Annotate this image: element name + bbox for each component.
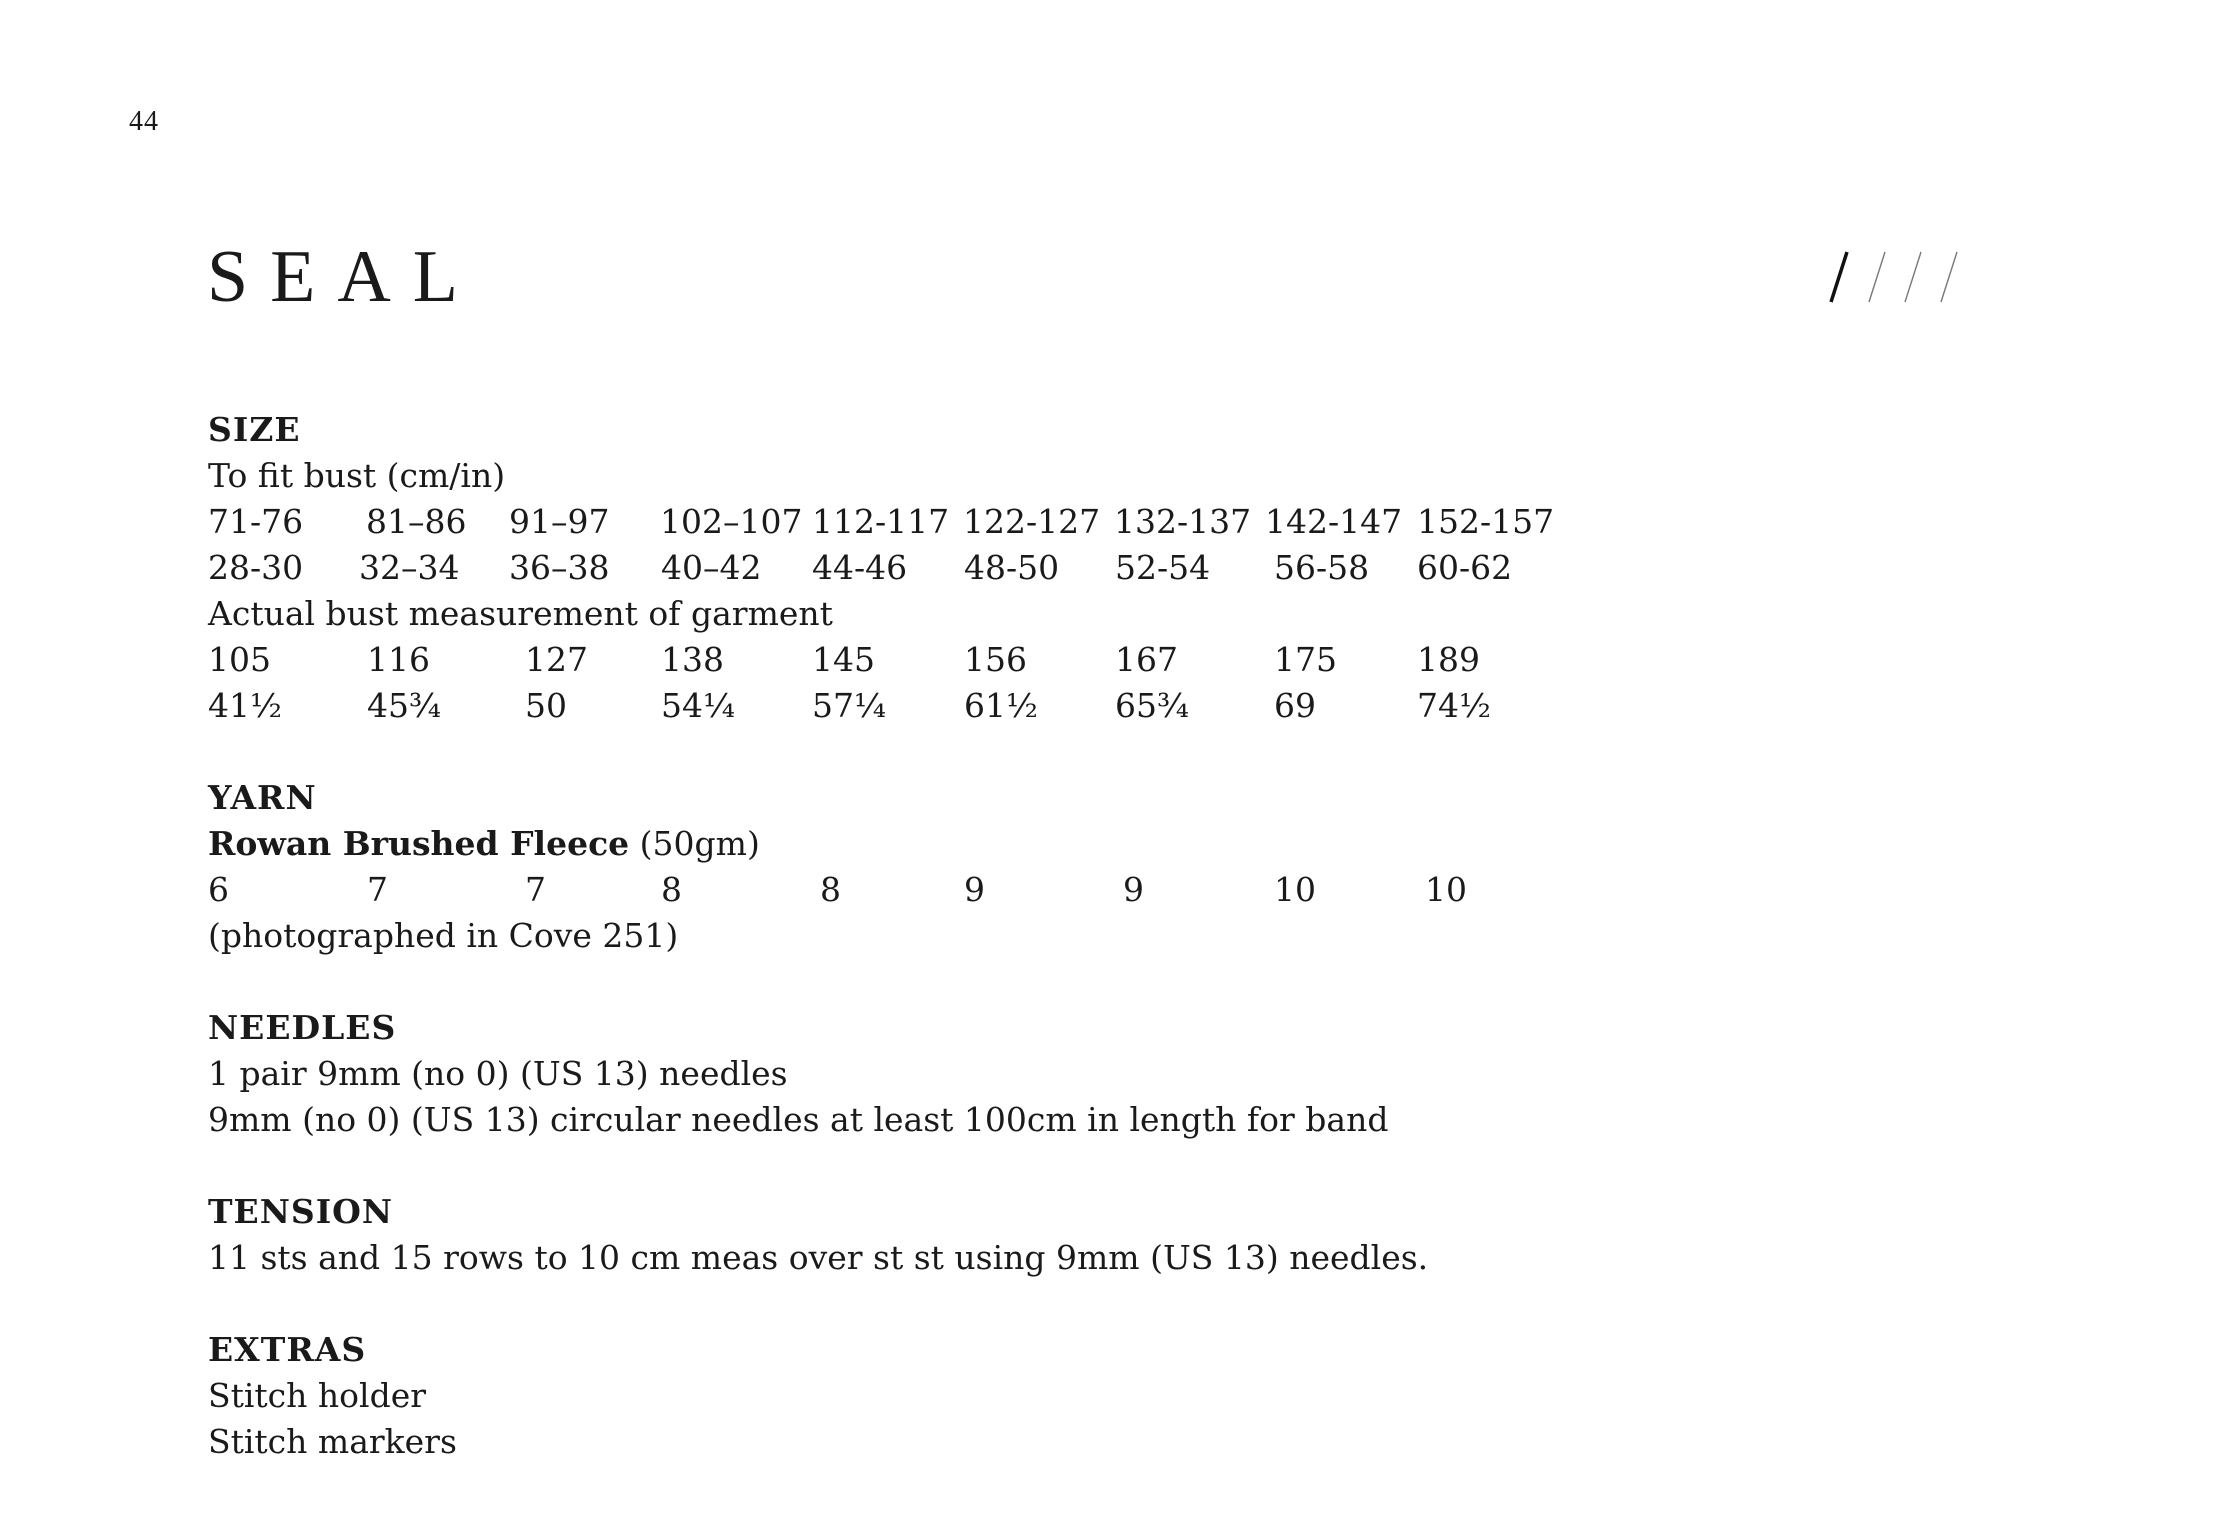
size-cell: 145 [812, 640, 875, 679]
yarn-amount-cell: 8 [820, 870, 841, 909]
extras-line: Stitch holder [208, 1376, 427, 1415]
size-cell: 74½ [1417, 686, 1491, 725]
tension-heading: TENSION [208, 1192, 394, 1231]
size-cell: 65¾ [1115, 686, 1189, 725]
size-cell: 40–42 [661, 548, 762, 587]
page-number: 44 [129, 106, 159, 137]
size-cell: 142-147 [1265, 502, 1403, 541]
needles-heading: NEEDLES [208, 1008, 397, 1047]
size-cell: 48-50 [964, 548, 1060, 587]
size-cell: 41½ [208, 686, 282, 725]
pattern-info [208, 407, 1708, 1465]
yarn-heading: YARN [208, 778, 317, 817]
size-cell: 44-46 [812, 548, 908, 587]
size-cell: 138 [661, 640, 724, 679]
size-cell: 36–38 [509, 548, 610, 587]
size-cell: 189 [1417, 640, 1480, 679]
needles-line: 9mm (no 0) (US 13) circular needles at least 100cm in length for band [208, 1100, 1389, 1139]
size-cell: 71-76 [208, 502, 304, 541]
size-cell: 61½ [964, 686, 1038, 725]
yarn-amount-cell: 8 [661, 870, 682, 909]
size-cell: 112-117 [812, 502, 950, 541]
size-cell: 50 [525, 686, 567, 725]
size-cell: 116 [367, 640, 430, 679]
size-cell: 60-62 [1417, 548, 1513, 587]
extras-line: Stitch markers [208, 1422, 457, 1461]
size-cell: 105 [208, 640, 271, 679]
actual-in-row [208, 683, 1708, 729]
yarn-weight: (50gm) [639, 824, 760, 863]
yarn-amount-cell: 9 [1123, 870, 1144, 909]
size-cell: 132-137 [1114, 502, 1252, 541]
yarn-amount-cell: 10 [1274, 870, 1316, 909]
size-cell: 156 [964, 640, 1027, 679]
four-slashes-icon [1815, 248, 1965, 308]
yarn-name-line [208, 821, 1708, 867]
size-cell: 81–86 [366, 502, 467, 541]
size-cell: 69 [1274, 686, 1316, 725]
actual-bust-label: Actual bust measurement of garment [208, 594, 833, 633]
yarn-amount-cell: 9 [964, 870, 985, 909]
yarn-amounts-row [208, 867, 1708, 913]
needles-line: 1 pair 9mm (no 0) (US 13) needles [208, 1054, 788, 1093]
size-heading: SIZE [208, 410, 301, 449]
yarn-name: Rowan Brushed Fleece [208, 824, 630, 863]
pattern-title: SEAL [207, 236, 480, 318]
size-cell: 54¼ [661, 686, 735, 725]
size-cell: 167 [1115, 640, 1178, 679]
yarn-amount-cell: 7 [367, 870, 388, 909]
size-cell: 175 [1274, 640, 1337, 679]
actual-cm-row [208, 637, 1708, 683]
size-cell: 122-127 [963, 502, 1101, 541]
size-cell: 45¾ [367, 686, 441, 725]
size-cell: 127 [525, 640, 588, 679]
size-cell: 102–107 [660, 502, 803, 541]
size-cell: 56-58 [1274, 548, 1370, 587]
size-cell: 28-30 [208, 548, 304, 587]
yarn-amount-cell: 7 [525, 870, 546, 909]
size-cell: 91–97 [509, 502, 610, 541]
fit-cm-row [208, 499, 1708, 545]
extras-heading: EXTRAS [208, 1330, 367, 1369]
size-cell: 32–34 [359, 548, 460, 587]
size-cell: 57¼ [812, 686, 886, 725]
size-cell: 52-54 [1115, 548, 1211, 587]
yarn-amount-cell: 6 [208, 870, 229, 909]
yarn-amount-cell: 10 [1425, 870, 1467, 909]
size-cell: 152-157 [1417, 502, 1555, 541]
tension-text: 11 sts and 15 rows to 10 cm meas over st st using 9mm (US 13) needles. [208, 1238, 1429, 1277]
fit-in-row [208, 545, 1708, 591]
fit-bust-label: To fit bust (cm/in) [208, 456, 506, 495]
yarn-note: (photographed in Cove 251) [208, 916, 679, 955]
